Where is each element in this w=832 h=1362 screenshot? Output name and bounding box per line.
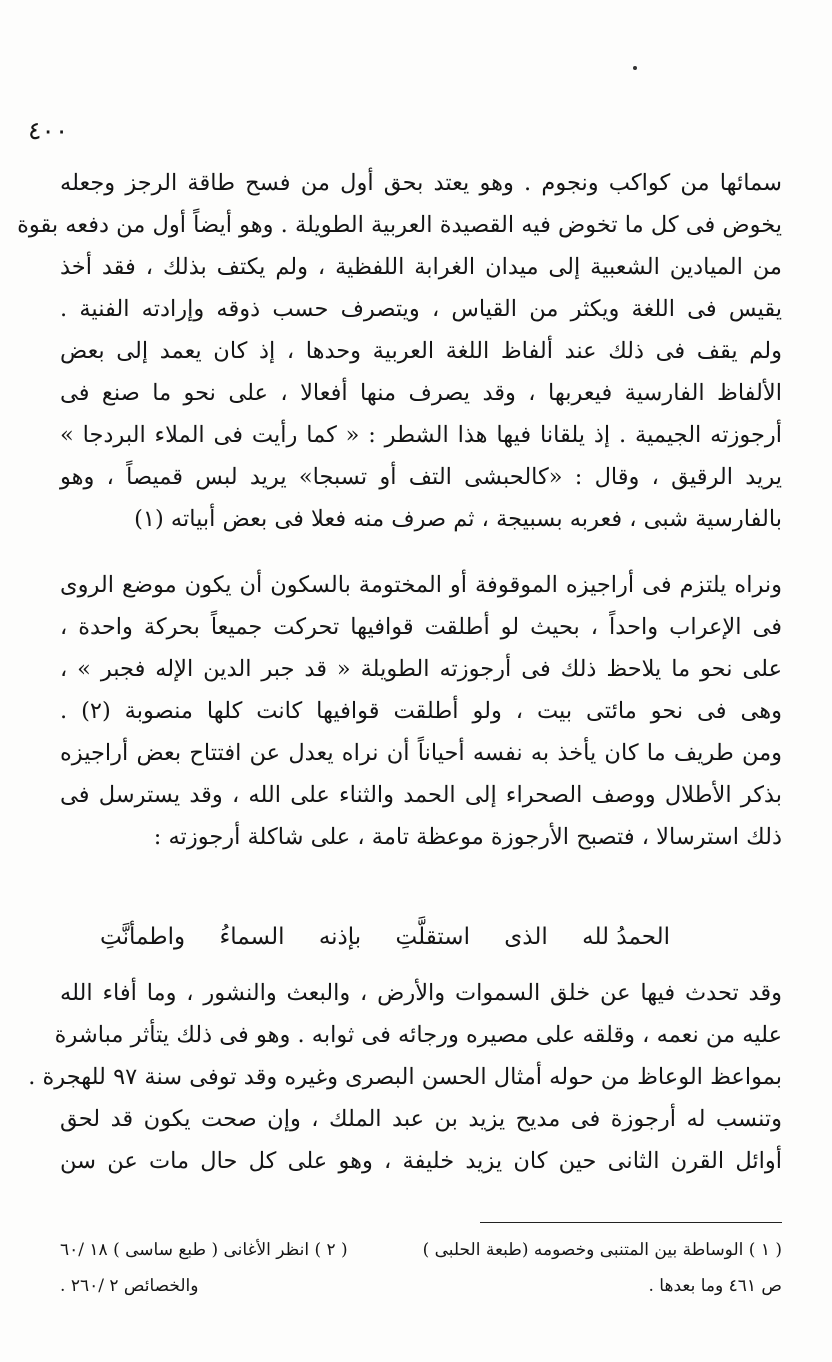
paragraph-2 bbox=[60, 564, 782, 858]
text-line: يخوض فى كل ما تخوض فيه القصيدة العربية الطويلة . وهو أيضاً أول من دفعه بقوة bbox=[17, 212, 782, 238]
text-line: ولم يقف فى ذلك عند ألفاظ اللغة العربية وحدها ، إذ كان يعمد إلى بعض bbox=[60, 338, 782, 364]
text-line: ومن طريف ما كان يأخذ به نفسه أحياناً أن نراه يعدل عن افتتاح بعض أراجيزه bbox=[60, 740, 782, 766]
text-line: وهى فى نحو مائتى بيت ، ولو أطلقت قوافيها كانت كلها منصوبة (٢) . bbox=[60, 698, 782, 724]
footnotes bbox=[60, 1232, 782, 1304]
text-line: أرجوزته الجيمية . إذ يلقانا فيها هذا الشطر : « كما رأيت فى الملاء البردجا » bbox=[60, 422, 782, 448]
text-line: فى الإعراب واحداً ، بحيث لو أطلقت قوافيها تحركت جميعاً بحركة واحدة ، bbox=[60, 614, 782, 640]
text-line: ذلك استرسالا ، فتصبح الأرجوزة موعظة تامة ، على شاكلة أرجوزته : bbox=[153, 824, 782, 850]
paragraph-3 bbox=[28, 972, 782, 1182]
verse-word: السماءُ bbox=[219, 924, 285, 950]
footnote-divider bbox=[480, 1222, 782, 1223]
footnote-2-continued: والخصائص ٢ /٢٦٠ . bbox=[60, 1276, 199, 1296]
text-line: يقيس فى اللغة ويكثر من القياس ، ويتصرف حسب ذوقه وإرادته الفنية . bbox=[60, 296, 782, 322]
verse-word: واطمأنَّتِ bbox=[100, 924, 186, 950]
footnote-1-continued: ص ٤٦١ وما بعدها . bbox=[648, 1276, 782, 1296]
footnote-2: ( ٢ ) انظر الأغانى ( طبع ساسى ) ١٨ /٦٠ bbox=[60, 1240, 348, 1260]
page-number: ٤٠٠ bbox=[28, 116, 69, 145]
text-line: وقد تحدث فيها عن خلق السموات والأرض ، والبعث والنشور ، وما أفاء الله bbox=[60, 980, 782, 1006]
text-line: وتنسب له أرجوزة فى مديح يزيد بن عبد الملك ، وإن صحت يكون قد لحق bbox=[60, 1106, 782, 1132]
verse-word: بإذنه bbox=[318, 924, 362, 950]
text-line: ونراه يلتزم فى أراجيزه الموقوفة أو المختومة بالسكون أن يكون موضع الروى bbox=[60, 572, 782, 598]
verse-word: الذى bbox=[504, 924, 548, 950]
text-line: بالفارسية شبى ، فعربه بسبيجة ، ثم صرف منه فعلا فى بعض أبياته (١) bbox=[134, 506, 782, 532]
verse-word: الحمدُ لله bbox=[582, 924, 670, 950]
text-line: على نحو ما يلاحظ ذلك فى أرجوزته الطويلة « قد جبر الدين الإله فجبر » ، bbox=[60, 656, 782, 682]
text-line: يريد الرقيق ، وقال : «كالحبشى التف أو تسبجا» يريد لبس قميصاً ، وهو bbox=[60, 464, 782, 490]
speck-mark bbox=[633, 66, 637, 70]
verse-line bbox=[100, 912, 670, 962]
verse-word: استقلَّتِ bbox=[395, 924, 470, 950]
text-line: أوائل القرن الثانى حين كان يزيد خليفة ، وهو على كل حال مات عن سن bbox=[60, 1148, 782, 1174]
text-line: الألفاظ الفارسية فيعربها ، وقد يصرف منها أفعالا ، على نحو ما صنع فى bbox=[60, 380, 782, 406]
text-line: بمواعظ الوعاظ من حوله أمثال الحسن البصرى وغيره وقد توفى سنة ٩٧ للهجرة . bbox=[28, 1064, 782, 1090]
paragraph-1 bbox=[17, 162, 782, 540]
text-line: من الميادين الشعبية إلى ميدان الغرابة اللفظية ، ولم يكتف بذلك ، فقد أخذ bbox=[60, 254, 782, 280]
footnote-1: ( ١ ) الوساطة بين المتنبى وخصومه (طبعة الحلبى ) bbox=[422, 1240, 782, 1260]
footnote-row bbox=[60, 1232, 782, 1268]
text-line: عليه من نعمه ، وقلقه على مصيره ورجائه فى ثوابه . وهو فى ذلك يتأثر مباشرة bbox=[54, 1022, 782, 1048]
text-line: بذكر الأطلال ووصف الصحراء إلى الحمد والثناء على الله ، وقد يسترسل فى bbox=[60, 782, 782, 808]
text-line: سمائها من كواكب ونجوم . وهو يعتد بحق أول من فسح طاقة الرجز وجعله bbox=[60, 170, 782, 196]
footnote-row bbox=[60, 1268, 782, 1304]
